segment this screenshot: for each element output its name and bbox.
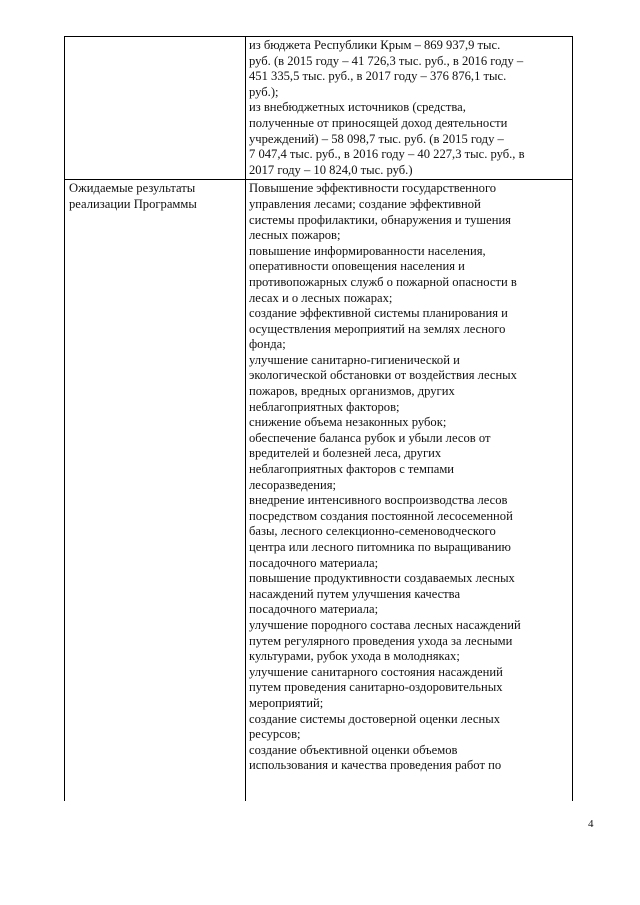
row-content-line: посредством создания постоянной лесосеменной [249, 508, 513, 523]
row-content-line: улучшение санитарно-гигиенической и [249, 352, 460, 367]
row-content-cell [246, 37, 573, 180]
row-content-line: посадочного материала; [249, 602, 379, 617]
row-content-line: 2017 году – 10 824,0 тыс. руб.) [249, 162, 413, 177]
row-content-line: путем проведения санитарно-оздоровительных [249, 680, 503, 695]
row-content-line: мероприятий; [249, 695, 324, 710]
program-passport-table [64, 36, 573, 801]
row-content-line: пожаров, вредных организмов, других [249, 384, 455, 399]
row-content-line: вредителей и болезней леса, других [249, 446, 442, 461]
row-content-line: противопожарных служб о пожарной опасности в [249, 274, 517, 289]
table-row [65, 37, 573, 180]
row-content-line: лесах и о лесных пожарах; [249, 290, 393, 305]
row-label-cell [65, 180, 246, 802]
row-content-line: снижение объема незаконных рубок; [249, 415, 447, 430]
row-content-line: фонда; [249, 337, 286, 352]
table-row [65, 180, 573, 802]
row-content-line: обеспечение баланса рубок и убыли лесов от [249, 430, 491, 445]
row-label-line: Ожидаемые результаты [69, 181, 196, 196]
row-content-line: создание системы достоверной оценки лесных [249, 711, 501, 726]
row-content-line: из внебюджетных источников (средства, [249, 100, 466, 115]
row-content-line: руб. (в 2015 году – 41 726,3 тыс. руб., в 2016 году – [249, 53, 524, 68]
row-content-line: культурами, рубок ухода в молодняках; [249, 649, 460, 664]
row-content-line: путем регулярного проведения ухода за лесными [249, 633, 513, 648]
row-content-line: насаждений путем улучшения качества [249, 586, 461, 601]
table-body [65, 37, 573, 802]
row-label-cell [65, 37, 246, 180]
row-content-line: полученные от приносящей доход деятельности [249, 115, 508, 130]
row-content-line: экологической обстановки от воздействия лесных [249, 368, 517, 383]
row-content-line: посадочного материала; [249, 555, 379, 570]
row-content-line: использования и качества проведения работ по [249, 758, 502, 773]
row-content-line: повышение продуктивности создаваемых лесных [249, 571, 515, 586]
page-number: 4 [588, 818, 594, 830]
row-content-line: Повышение эффективности государственного [249, 181, 497, 196]
row-content-line: повышение информированности населения, [249, 243, 486, 258]
row-content-line: 7 047,4 тыс. руб., в 2016 году – 40 227,3 тыс. руб., в [249, 147, 525, 162]
row-content-line: системы профилактики, обнаружения и тушения [249, 212, 511, 227]
row-content-line: неблагоприятных факторов с темпами [249, 462, 455, 477]
row-content-line: улучшение породного состава лесных насаждений [249, 617, 521, 632]
row-content-line: осуществления мероприятий на землях лесного [249, 321, 506, 336]
row-content-line: создание объективной оценки объемов [249, 742, 458, 757]
row-content-line: базы, лесного селекционно-семеноводческого [249, 524, 496, 539]
row-label-line: реализации Программы [69, 196, 197, 211]
row-content-line: создание эффективной системы планирования и [249, 306, 508, 321]
row-content-line: оперативности оповещения населения и [249, 259, 465, 274]
row-content-cell [246, 180, 573, 802]
row-content-line: руб.); [249, 84, 279, 99]
row-content-line: лесоразведения; [249, 477, 337, 492]
row-content-line: из бюджета Республики Крым – 869 937,9 тыс. [249, 38, 501, 52]
row-content-line: 451 335,5 тыс. руб., в 2017 году – 376 876,1 тыс. [249, 69, 507, 84]
row-content-line: внедрение интенсивного воспроизводства лесов [249, 493, 508, 508]
row-content-line: центра или лесного питомника по выращиванию [249, 540, 511, 554]
row-content-line: учреждений) – 58 098,7 тыс. руб. (в 2015 году – [249, 131, 504, 146]
row-content-line: ресурсов; [249, 727, 301, 742]
row-content-line: управления лесами; создание эффективной [249, 196, 481, 211]
row-content-line: лесных пожаров; [249, 228, 341, 243]
row-content-line: неблагоприятных факторов; [249, 399, 400, 414]
row-content-line: улучшение санитарного состояния насаждений [249, 664, 503, 679]
